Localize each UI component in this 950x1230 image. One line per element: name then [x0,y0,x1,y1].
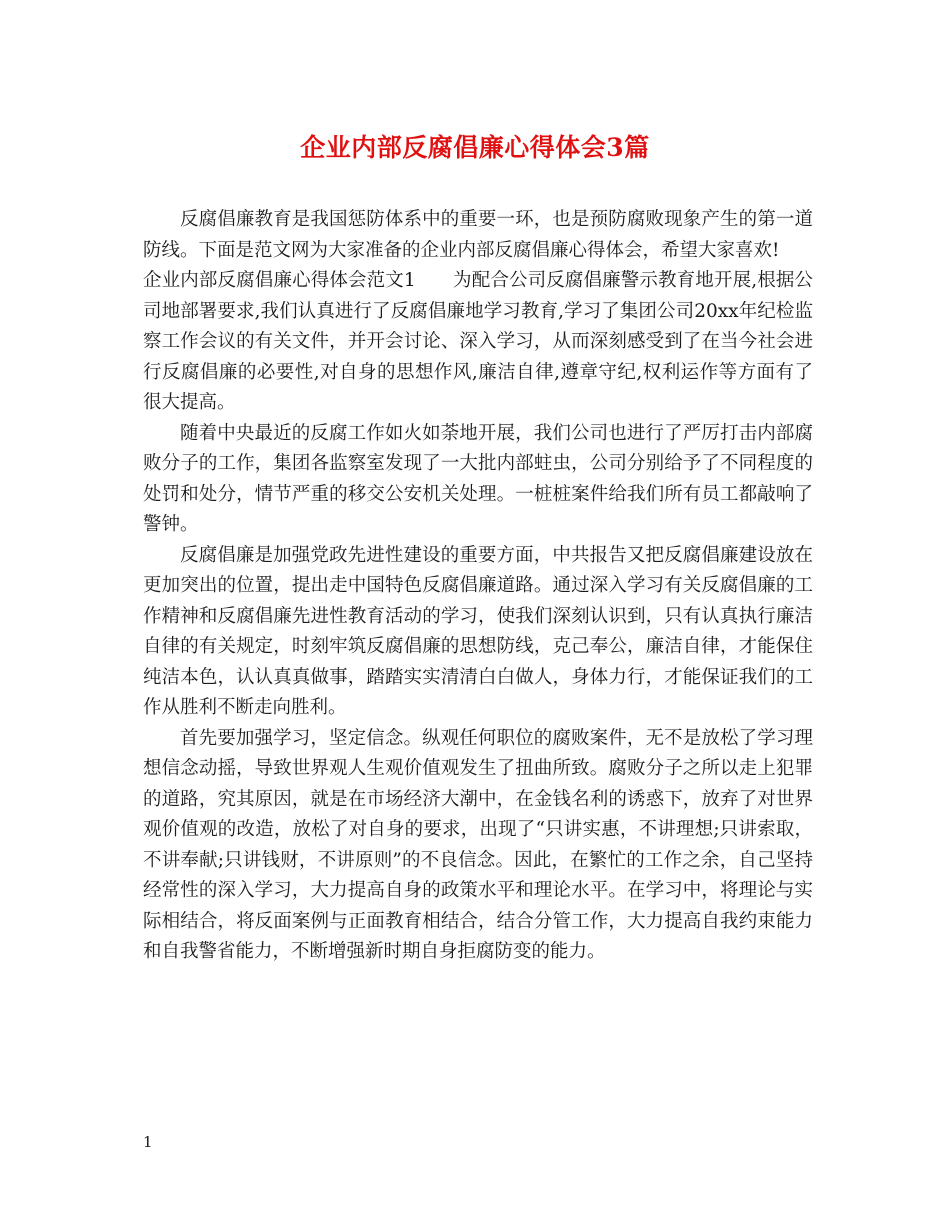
document-title: 企业内部反腐倡廉心得体会3篇 [300,133,650,162]
paragraph-strengthen-study: 首先要加强学习，坚定信念。纵观任何职位的腐败案件，无不是放松了学习理想信念动摇，导致世界观人生观价值观发生了扭曲所致。腐败分子之所以走上犯罪的道路，究其原因，就是在市场经济大潮中，在金钱名利的诱惑下，放弃了对世界观价值观的改造，放松了对自身的要求，出现了“只讲实惠，不讲理想;只讲索取，不讲奉献;只讲钱财，不讲原则”的不良信念。因此，在繁忙的工作之余，自己坚持经常性的深入学习，大力提高自身的政策水平和理论水平。在学习中，将理论与实际相结合，将反面案例与正面教育相结合，结合分管工作，大力提高自我约束能力和自我警省能力，不断增强新时期自身拒腐防变的能力。 [143,727,813,962]
page-number: 1 [143,1133,153,1151]
paragraph-anti-corruption-work: 随着中央最近的反腐工作如火如荼地开展，我们公司也进行了严厉打击内部腐败分子的工作，集团各监察室发现了一大批内部蛀虫，公司分别给予了不同程度的处罚和处分，情节严重的移交公安机关处理。一桩桩案件给我们所有员工都敲响了警钟。 [143,422,813,535]
document-body [143,205,813,968]
paragraph-sample-1: 企业内部反腐倡廉心得体会范文1 为配合公司反腐倡廉警示教育地开展,根据公司地部署要求,我们认真进行了反腐倡廉地学习教育,学习了集团公司20xx年纪检监察工作会议的有关文件，并开会讨论、深入学习，从而深刻感受到了在当今社会进行反腐倡廉的必要性,对自身的思想作风,廉洁自律,遵章守纪,权利运作等方面有了很大提高。 [143,270,813,413]
paragraph-intro: 反腐倡廉教育是我国惩防体系中的重要一环，也是预防腐败现象产生的第一道防线。下面是范文网为大家准备的企业内部反腐倡廉心得体会，希望大家喜欢! [143,209,813,261]
paragraph-party-building: 反腐倡廉是加强党政先进性建设的重要方面，中共报告又把反腐倡廉建设放在更加突出的位置，提出走中国特色反腐倡廉道路。通过深入学习有关反腐倡廉的工作精神和反腐倡廉先进性教育活动的学习，使我们深刻认识到，只有认真执行廉洁自律的有关规定，时刻牢筑反腐倡廉的思想防线，克己奉公，廉洁自律，才能保住纯洁本色，认认真真做事，踏踏实实清清白白做人，身体力行，才能保证我们的工作从胜利不断走向胜利。 [143,544,813,718]
